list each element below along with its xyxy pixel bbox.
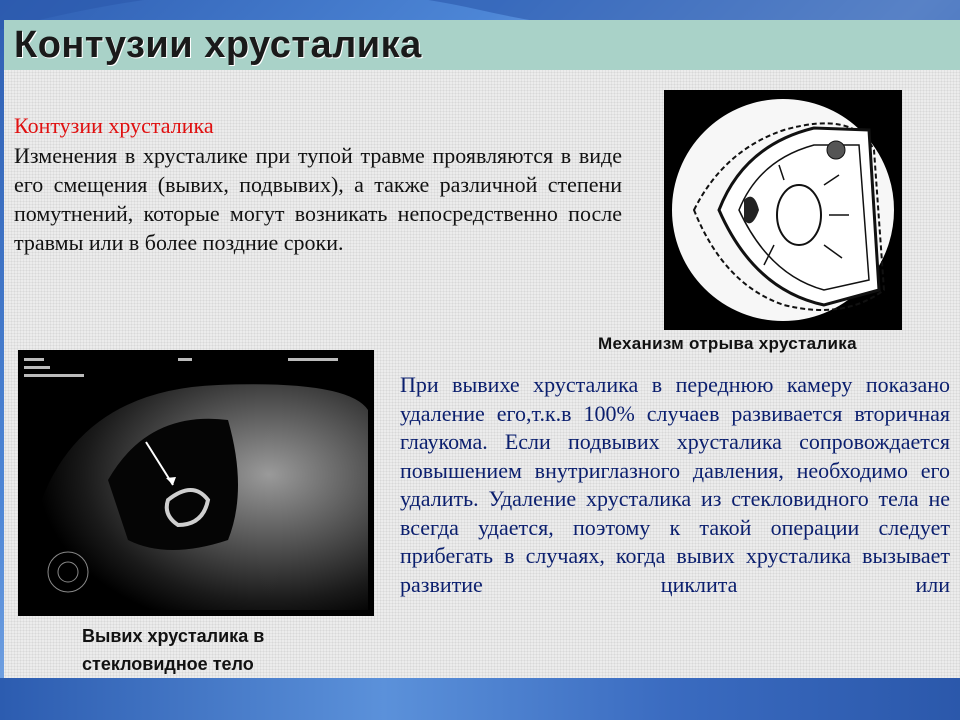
- slide-title: Контузии хрусталика: [14, 24, 422, 66]
- bottom-band: [0, 678, 960, 720]
- ultrasound-scan-icon: [18, 350, 374, 616]
- lens-detachment-figure: [664, 90, 902, 330]
- paragraph1-text: Изменения в хрусталике при тупой травме проявляются в виде его смещения (вывих, подвывих), а также различной степени помутнений, которые могут возникать непосредственно после травмы или в более поздние сроки.: [14, 143, 622, 255]
- figure2-caption: Вывих хрусталика в стекловидное тело: [82, 626, 265, 674]
- figure1-caption: Механизм отрыва хрусталика: [598, 334, 857, 353]
- paragraph1-heading: Контузии хрусталика: [14, 113, 214, 138]
- eye-diagram-icon: [664, 90, 902, 330]
- paragraph2-text: При вывихе хрусталика в переднюю камеру показано удаление его,т.к.в 100% случаев развивается вторичная глаукома. Если подвывих хрусталика сопровождается повышением внутриглазного давления, необходимо его удалить. Удаление хрусталика из стекловидного тела не всегда удается, поэтому к такой операции следует прибегать в случаях, когда вывих хрусталика вызывает развитие циклита или: [400, 372, 950, 597]
- ultrasound-figure: [18, 350, 374, 616]
